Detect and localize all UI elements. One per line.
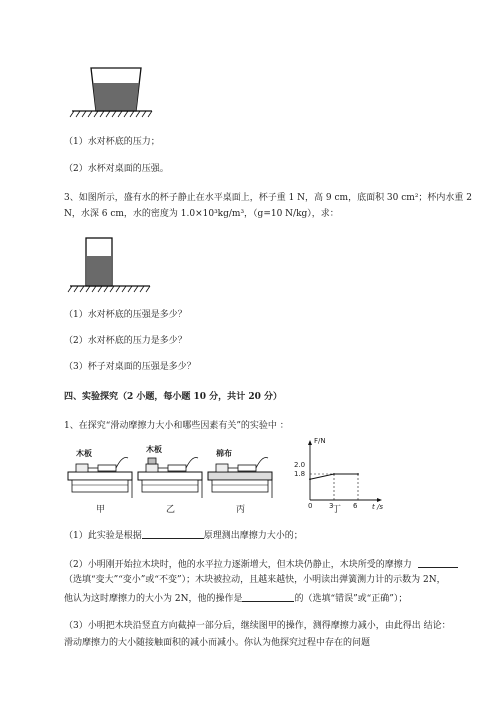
panel-label-bing: 丙 <box>236 505 246 515</box>
q2-part-1: （1）水对杯底的压力； <box>64 137 160 147</box>
y-axis-label: F/N <box>314 437 326 445</box>
y-tick-2.0: 2.0 <box>294 461 306 469</box>
s4-part-1-a: （1）此实验是根据 <box>64 531 142 541</box>
s4-part-2-line-3-b: 的（选填“错误”或“正确”）； <box>294 594 408 604</box>
setup-yi <box>138 457 202 498</box>
y-tick-1.8: 1.8 <box>294 470 306 478</box>
section-4-heading: 四、实验探究（2 小题，每小题 10 分，共计 20 分） <box>64 392 282 402</box>
panel-label-yi: 乙 <box>166 505 176 515</box>
s4-part-2-line-1-text: （2）小明刚开始拉木块时，他的水平拉力逐渐增大，但木块仍静止，木块所受的摩擦力 <box>64 560 412 570</box>
q2-part-2: （2）水杯对桌面的压强。 <box>64 164 169 174</box>
s4-part-2-line-1 <box>64 559 458 570</box>
s4-q1-stem: 1、在探究“滑动摩擦力大小和哪些因素有关”的实验中 ： <box>64 421 289 431</box>
q3-part-1: （1）水对杯底的压强是多少？ <box>64 310 187 320</box>
s4-part-2-line-2: （选填“变大”“变小”或“不变”）；木块被拉动，且越来越快，小明读出弹簧测力计的示数为 2N， <box>64 575 446 585</box>
s4-part-3-line-2: 滑动摩擦力的大小随接触面积的减小而减小。你认为他探究过程中存在的问题 <box>64 638 371 648</box>
water-cup-diagram <box>64 62 154 122</box>
board-label-3: 棉布 <box>216 449 232 458</box>
x-tick-0: 0 <box>308 502 313 510</box>
setup-jia <box>68 457 132 498</box>
s4-part-3-line-1: （3）小明把木块沿竖直方向截掉一部分后，继续图甲的操作，测得摩擦力减小，由此得出 结论： <box>64 621 451 631</box>
q3-stem-line-1: 3、如图所示，盛有水的杯子静止在水平桌面上，杯子重 1 N，高 9 cm，底面积 30 cm²；杯内水重 2 <box>64 193 473 203</box>
cup-figure-2 <box>64 232 154 296</box>
x-axis-label: t /s <box>372 503 383 511</box>
s4-part-2-line-3-a: 他认为这时摩擦力的大小为 2N，他的操作是 <box>64 594 243 604</box>
q3-part-2: （2）水对杯底的压力是多少？ <box>64 336 187 346</box>
setup-bing <box>208 457 272 498</box>
panel-label-ding: 丁 <box>332 505 342 515</box>
answer-blank-2[interactable] <box>418 559 458 568</box>
panel-label-jia: 甲 <box>96 505 106 515</box>
x-axis-arrow <box>377 498 382 502</box>
water-cup-diagram-2 <box>64 232 154 296</box>
board-label-2: 木板 <box>146 445 162 454</box>
q3-part-3: （3）杯子对桌面的压强是多少？ <box>64 362 196 372</box>
s4-part-1 <box>64 530 303 541</box>
x-tick-3: 3 <box>329 502 334 510</box>
board-label-1: 木板 <box>76 449 92 458</box>
force-time-chart <box>294 436 384 516</box>
answer-blank-1[interactable] <box>142 530 204 539</box>
s4-part-2-line-3 <box>64 593 407 604</box>
y-axis-arrow <box>308 440 312 445</box>
q3-stem-line-2: N，水深 6 cm，水的密度为 1.0×10³kg/m³，（g=10 N/kg），求： <box>64 209 339 219</box>
friction-experiment-figure <box>64 438 284 526</box>
x-tick-6: 6 <box>353 502 358 510</box>
cup-figure-1 <box>64 62 154 122</box>
answer-blank-3[interactable] <box>242 593 294 602</box>
s4-part-1-b: 原理测出摩擦力大小的； <box>203 531 303 541</box>
